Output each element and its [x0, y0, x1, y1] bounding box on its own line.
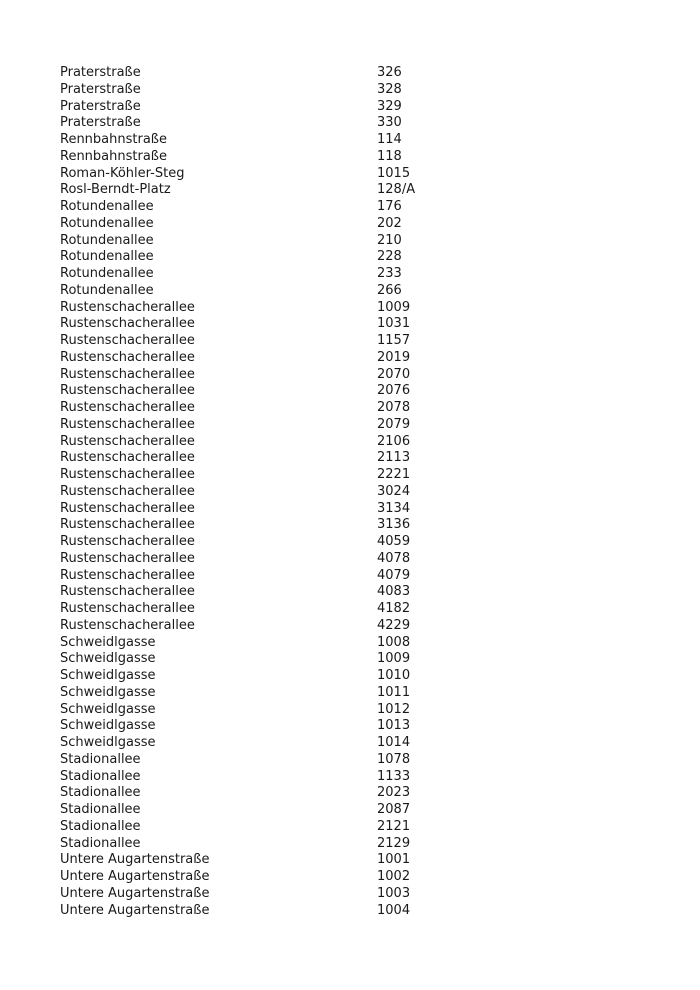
list-item	[60, 233, 480, 250]
list-item	[60, 869, 480, 886]
street-name: Rotundenallee	[60, 249, 154, 265]
street-name: Rennbahnstraße	[60, 132, 167, 147]
list-item	[60, 802, 480, 819]
list-item	[60, 735, 480, 752]
list-item	[60, 517, 480, 534]
house-number: 266	[377, 282, 402, 298]
list-item	[60, 199, 480, 216]
house-number: 2079	[377, 416, 411, 432]
house-number: 4078	[377, 550, 411, 566]
house-number: 2070	[377, 366, 411, 382]
street-name: Rustenschacherallee	[60, 483, 195, 499]
house-number: 1009	[377, 651, 411, 667]
list-item	[60, 584, 480, 601]
list-item	[60, 367, 480, 384]
street-name: Rustenschacherallee	[60, 316, 195, 332]
house-number: 128/A	[377, 182, 416, 198]
house-number: 118	[377, 148, 402, 164]
house-number: 2221	[377, 467, 411, 482]
house-number: 233	[377, 266, 402, 281]
house-number: 2121	[377, 818, 411, 834]
house-number: 326	[377, 65, 402, 80]
street-name: Rustenschacherallee	[60, 333, 195, 348]
list-item	[60, 166, 480, 183]
street-name: Rustenschacherallee	[60, 534, 195, 549]
house-number: 330	[377, 115, 402, 131]
list-item	[60, 115, 480, 132]
street-name: Schweidlgasse	[60, 735, 156, 750]
street-name: Rustenschacherallee	[60, 450, 195, 466]
street-name: Rustenschacherallee	[60, 433, 195, 449]
street-name: Praterstraße	[60, 98, 141, 114]
street-name: Rotundenallee	[60, 215, 154, 231]
house-number: 1078	[377, 751, 411, 767]
list-item	[60, 568, 480, 585]
address-list	[60, 65, 480, 919]
street-name: Stadionallee	[60, 835, 141, 851]
street-name: Rustenschacherallee	[60, 617, 195, 633]
house-number: 1013	[377, 718, 411, 734]
street-name: Rustenschacherallee	[60, 467, 195, 482]
list-item	[60, 635, 480, 652]
house-number: 3134	[377, 500, 411, 516]
house-number: 1133	[377, 768, 411, 784]
street-name: Untere Augartenstraße	[60, 869, 210, 884]
house-number: 4079	[377, 567, 411, 583]
list-item	[60, 685, 480, 702]
house-number: 114	[377, 132, 402, 147]
street-name: Rotundenallee	[60, 199, 154, 214]
street-name: Stadionallee	[60, 802, 141, 817]
street-name: Schweidlgasse	[60, 668, 156, 683]
house-number: 1002	[377, 869, 411, 884]
house-number: 4182	[377, 601, 411, 616]
house-number: 2129	[377, 835, 411, 851]
street-name: Rustenschacherallee	[60, 550, 195, 566]
list-item	[60, 718, 480, 735]
list-item	[60, 551, 480, 568]
house-number: 2087	[377, 802, 411, 817]
list-item	[60, 534, 480, 551]
list-item	[60, 836, 480, 853]
street-name: Stadionallee	[60, 818, 141, 834]
list-item	[60, 819, 480, 836]
street-name: Praterstraße	[60, 65, 141, 80]
list-item	[60, 266, 480, 283]
house-number: 1157	[377, 333, 411, 348]
street-name: Untere Augartenstraße	[60, 852, 210, 868]
house-number: 2019	[377, 349, 411, 365]
street-name: Rustenschacherallee	[60, 500, 195, 516]
house-number: 228	[377, 249, 402, 265]
street-name: Rustenschacherallee	[60, 400, 195, 415]
house-number: 202	[377, 215, 402, 231]
list-item	[60, 316, 480, 333]
house-number: 1008	[377, 634, 411, 650]
street-name: Schweidlgasse	[60, 651, 156, 667]
street-name: Rustenschacherallee	[60, 584, 195, 600]
street-name: Rustenschacherallee	[60, 601, 195, 616]
street-name: Roman-Köhler-Steg	[60, 165, 185, 181]
street-name: Rustenschacherallee	[60, 383, 195, 399]
house-number: 2113	[377, 450, 411, 466]
list-item	[60, 618, 480, 635]
street-name: Schweidlgasse	[60, 634, 156, 650]
street-name: Schweidlgasse	[60, 718, 156, 734]
house-number: 1011	[377, 684, 411, 700]
list-item	[60, 769, 480, 786]
house-number: 1015	[377, 165, 411, 181]
house-number: 4229	[377, 617, 411, 633]
street-name: Rustenschacherallee	[60, 349, 195, 365]
street-name: Rustenschacherallee	[60, 299, 195, 315]
house-number: 328	[377, 81, 402, 97]
street-name: Praterstraße	[60, 81, 141, 97]
list-item	[60, 216, 480, 233]
list-item	[60, 501, 480, 518]
house-number: 1004	[377, 902, 411, 918]
list-item	[60, 132, 480, 149]
list-item	[60, 149, 480, 166]
house-number: 329	[377, 98, 402, 114]
street-name: Stadionallee	[60, 785, 141, 801]
house-number: 1003	[377, 885, 411, 901]
list-item	[60, 249, 480, 266]
house-number: 1010	[377, 668, 411, 683]
list-item	[60, 300, 480, 317]
list-item	[60, 65, 480, 82]
house-number: 4083	[377, 584, 411, 600]
street-name: Rotundenallee	[60, 232, 154, 248]
list-item	[60, 484, 480, 501]
street-name: Rotundenallee	[60, 266, 154, 281]
house-number: 176	[377, 199, 402, 214]
street-name: Untere Augartenstraße	[60, 902, 210, 918]
street-name: Rustenschacherallee	[60, 366, 195, 382]
house-number: 1012	[377, 701, 411, 717]
list-item	[60, 283, 480, 300]
list-item	[60, 668, 480, 685]
street-name: Rotundenallee	[60, 282, 154, 298]
house-number: 1014	[377, 735, 411, 750]
house-number: 3024	[377, 483, 411, 499]
list-item	[60, 400, 480, 417]
list-item	[60, 702, 480, 719]
house-number: 1009	[377, 299, 411, 315]
house-number: 2023	[377, 785, 411, 801]
house-number: 3136	[377, 517, 411, 533]
list-item	[60, 467, 480, 484]
street-name: Stadionallee	[60, 768, 141, 784]
street-name: Rustenschacherallee	[60, 567, 195, 583]
list-item	[60, 417, 480, 434]
street-name: Schweidlgasse	[60, 684, 156, 700]
list-item	[60, 852, 480, 869]
list-item	[60, 350, 480, 367]
street-name: Schweidlgasse	[60, 701, 156, 717]
street-name: Stadionallee	[60, 751, 141, 767]
house-number: 1001	[377, 852, 411, 868]
list-item	[60, 82, 480, 99]
house-number: 2078	[377, 400, 411, 415]
list-item	[60, 333, 480, 350]
list-item	[60, 903, 480, 920]
street-name: Rosl-Berndt-Platz	[60, 182, 171, 198]
list-item	[60, 434, 480, 451]
list-item	[60, 601, 480, 618]
list-item	[60, 785, 480, 802]
list-item	[60, 99, 480, 116]
house-number: 1031	[377, 316, 411, 332]
street-name: Praterstraße	[60, 115, 141, 131]
street-name: Untere Augartenstraße	[60, 885, 210, 901]
house-number: 2106	[377, 433, 411, 449]
street-name: Rennbahnstraße	[60, 148, 167, 164]
list-item	[60, 886, 480, 903]
street-name: Rustenschacherallee	[60, 517, 195, 533]
list-item	[60, 752, 480, 769]
house-number: 2076	[377, 383, 411, 399]
house-number: 210	[377, 232, 402, 248]
list-item	[60, 450, 480, 467]
list-item	[60, 182, 480, 199]
house-number: 4059	[377, 534, 411, 549]
list-item	[60, 383, 480, 400]
street-name: Rustenschacherallee	[60, 416, 195, 432]
list-item	[60, 651, 480, 668]
